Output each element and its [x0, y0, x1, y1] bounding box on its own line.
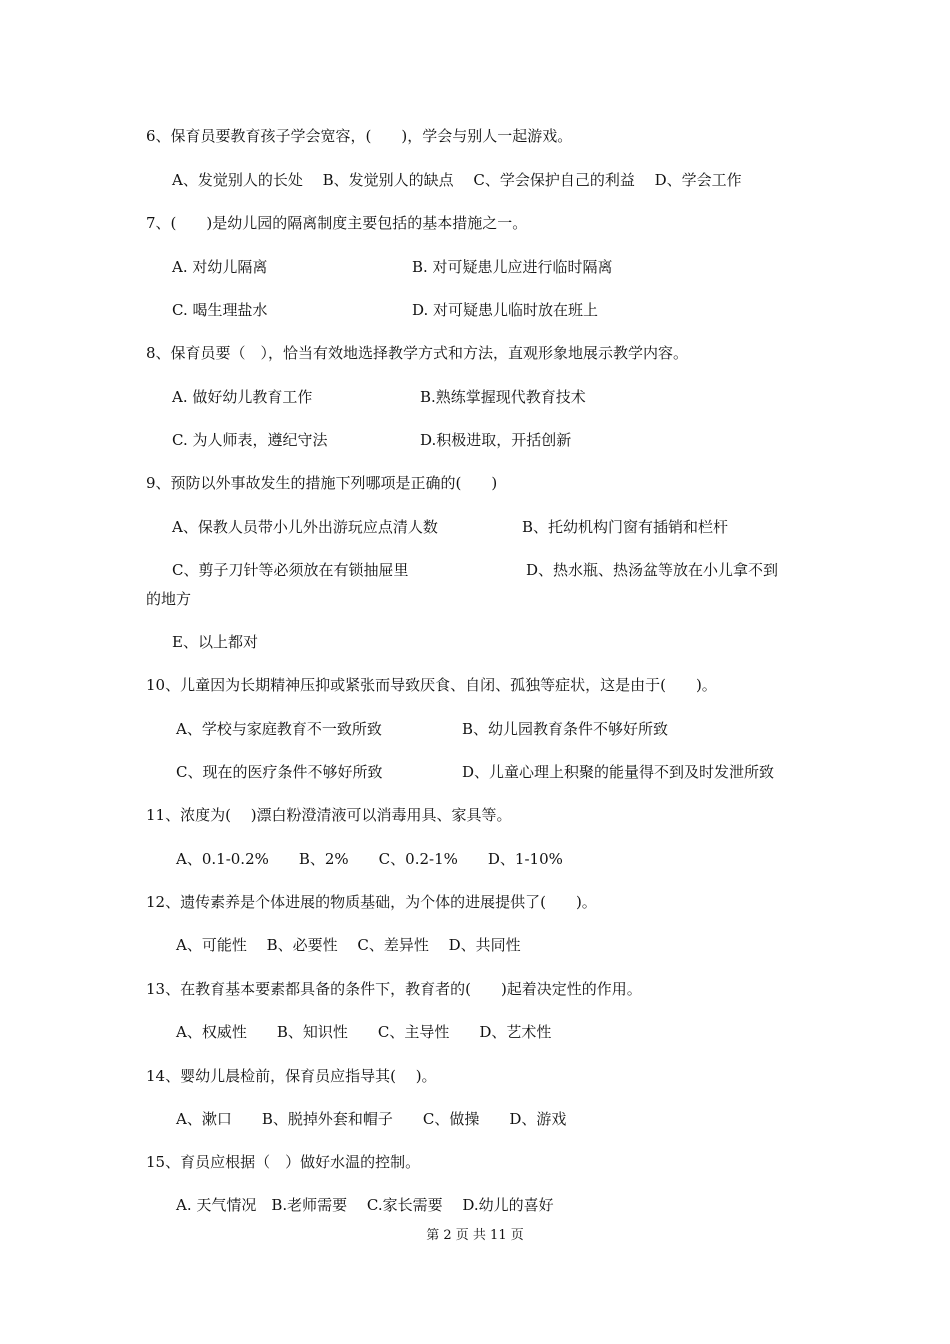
question-10-option-b: B、幼儿园教育条件不够好所致 [462, 720, 669, 738]
question-9-option-d: D、热水瓶、热汤盆等放在小儿拿不到 [526, 561, 779, 579]
question-13-options: A、权威性 B、知识性 C、主导性 D、艺术性 [176, 1023, 552, 1041]
question-15-options: A. 天气情况 B.老师需要 C.家长需要 D.幼儿的喜好 [176, 1196, 554, 1214]
question-9-option-e: E、以上都对 [172, 633, 258, 651]
question-10-option-c: C、现在的医疗条件不够好所致 [176, 763, 383, 781]
question-10-option-a: A、学校与家庭教育不一致所致 [176, 720, 382, 738]
question-14-options: A、漱口 B、脱掉外套和帽子 C、做操 D、游戏 [176, 1110, 567, 1128]
question-7-option-b: B. 对可疑患儿应进行临时隔离 [412, 258, 613, 276]
question-9-option-c: C、剪子刀针等必须放在有锁抽屉里 [172, 561, 409, 579]
page-number: 第 2 页 共 11 页 [426, 1228, 524, 1243]
question-7-option-a: A. 对幼儿隔离 [172, 258, 268, 276]
question-9-stem: 9、预防以外事故发生的措施下列哪项是正确的( ) [146, 474, 498, 492]
question-10-option-d: D、儿童心理上积聚的能量得不到及时发泄所致 [462, 763, 775, 781]
question-6-options: A、发觉别人的长处 B、发觉别人的缺点 C、学会保护自己的利益 D、学会工作 [172, 171, 742, 189]
question-9-option-d-continuation: 的地方 [146, 590, 192, 608]
question-6-stem: 6、保育员要教育孩子学会宽容，( )，学会与别人一起游戏。 [146, 127, 573, 145]
question-14-stem: 14、婴幼儿晨检前，保育员应指导其( )。 [146, 1067, 437, 1085]
question-7-option-c: C. 喝生理盐水 [172, 301, 268, 319]
question-9-option-a: A、保教人员带小儿外出游玩应点清人数 [172, 518, 438, 536]
question-7-stem: 7、( )是幼儿园的隔离制度主要包括的基本措施之一。 [146, 214, 528, 232]
question-13-stem: 13、在教育基本要素都具备的条件下，教育者的( )起着决定性的作用。 [146, 980, 642, 998]
question-12-options: A、可能性 B、必要性 C、差异性 D、共同性 [176, 936, 521, 954]
question-8-option-d: D.积极进取，开括创新 [420, 431, 572, 449]
question-8-option-b: B.熟练掌握现代教育技术 [420, 388, 586, 406]
question-10-stem: 10、儿童因为长期精神压抑或紧张而导致厌食、自闭、孤独等症状，这是由于( )。 [146, 676, 717, 694]
question-12-stem: 12、遗传素养是个体进展的物质基础，为个体的进展提供了( )。 [146, 893, 597, 911]
question-8-stem: 8、保育员要（ ），恰当有效地选择教学方式和方法，直观形象地展示教学内容。 [146, 344, 689, 362]
question-11-stem: 11、浓度为( )漂白粉澄清液可以消毒用具、家具等。 [146, 806, 512, 824]
question-11-options: A、0.1-0.2% B、2% C、0.2-1% D、1-10% [176, 850, 563, 868]
question-8-option-a: A. 做好幼儿教育工作 [172, 388, 313, 406]
question-7-option-d: D. 对可疑患儿临时放在班上 [412, 301, 599, 319]
question-8-option-c: C. 为人师表，遵纪守法 [172, 431, 328, 449]
question-9-option-b: B、托幼机构门窗有插销和栏杆 [522, 518, 729, 536]
question-15-stem: 15、育员应根据（ ）做好水温的控制。 [146, 1153, 421, 1171]
